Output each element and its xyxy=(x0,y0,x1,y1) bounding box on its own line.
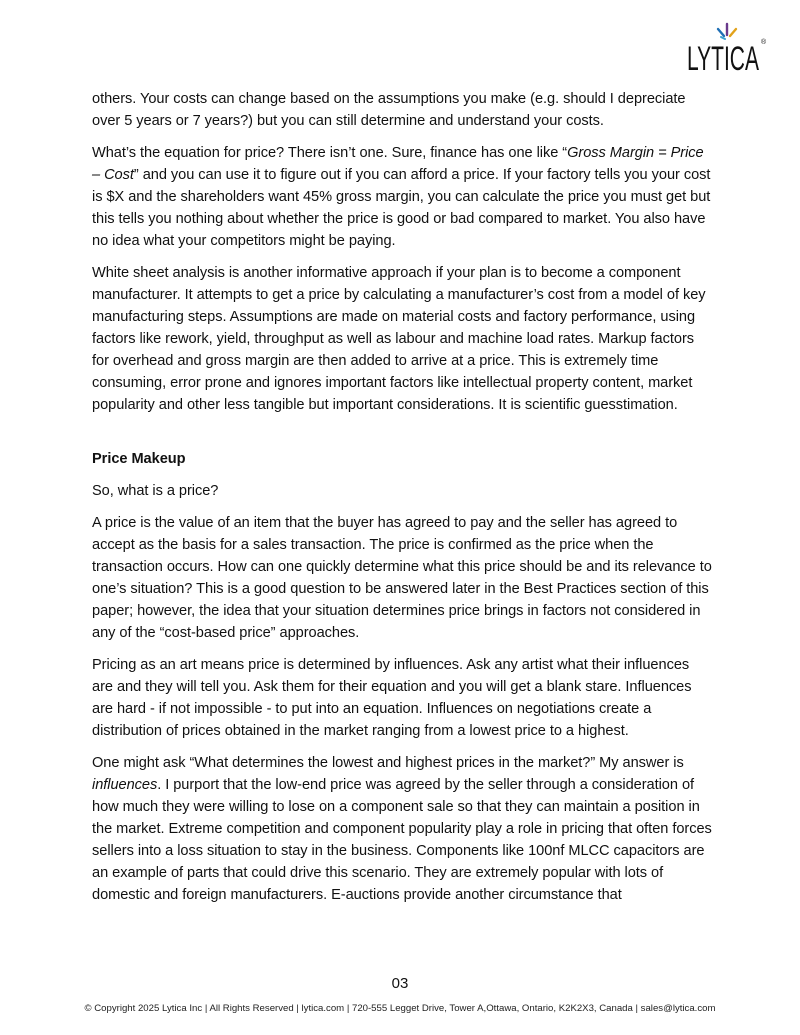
paragraph-lowest-highest-text-2: . I purport that the low-end price was agreed by the seller through a consideration of how much they were willing to lose on a component sale so that they can maintain a position in the market. Extreme competition and component popularity play a role in pricing that often forces sellers into a loss situation to stay in the business. Components like 100nf MLCC capacitors are an example of parts that could drive this scenario. They are extremely popular with lots of domestic and foreign manufacturers. E-auctions provide another circumstance that xyxy=(92,777,712,903)
lytica-logo xyxy=(684,20,770,74)
page-number: 03 xyxy=(391,975,409,992)
registered-mark: ® xyxy=(761,39,767,46)
paragraph-lowest-highest xyxy=(92,752,712,906)
paragraph-what-is-price: So, what is a price? xyxy=(92,483,219,499)
paragraph-lowest-highest-text-1: One might ask “What determines the lowest and highest prices in the market?” My answer is xyxy=(92,755,684,771)
paragraph-costs-assumptions: others. Your costs can change based on the assumptions you make (e.g. should I depreciate over 5 years or 7 years?) but you can still determine and understand your costs. xyxy=(92,91,686,129)
section-heading-price-makeup: Price Makeup xyxy=(92,451,186,467)
paragraph-price-equation-text-1: What’s the equation for price? There isn’t one. Sure, finance has one like “ xyxy=(92,145,568,161)
influences-emphasis: influences xyxy=(92,777,158,793)
logo-wordmark: LYTICA xyxy=(687,40,760,74)
gross-margin-formula: Gross Margin = Price – Cost xyxy=(92,145,704,183)
paragraph-pricing-art: Pricing as an art means price is determined by influences. Ask any artist what their influences are and they will tell you. Ask them for their equation and you will get a blank stare. Influences are hard - if not impossible - to put into an equation. Influences on negotiations create a distribution of prices obtained in the market ranging from a lowest price to a highest. xyxy=(92,657,692,739)
document-body xyxy=(92,88,712,916)
footer-copyright: © Copyright 2025 Lytica Inc | All Rights Reserved | lytica.com | 720-555 Legget Drive, Tower A,Ottawa, Ontario, K2K2X3, Canada | sales@lytica.com xyxy=(84,1003,716,1014)
paragraph-price-definition: A price is the value of an item that the buyer has agreed to pay and the seller has agreed to accept as the basis for a sales transaction. The price is confirmed as the price when the transaction occurs. How can one quickly determine what this price should be and its relevance to one’s situation? This is a good question to be answered later in the Best Practices section of this paper; however, the idea that your situation determines price brings in factors not considered in any of the “cost-based price” approaches. xyxy=(92,515,712,641)
paragraph-white-sheet: White sheet analysis is another informative approach if your plan is to become a component manufacturer. It attempts to get a price by calculating a manufacturer’s cost from a model of key manufacturing steps. Assumptions are made on material costs and factory performance, using factors like rework, yield, throughput as well as labour and machine load rates. Markup factors for overhead and gross margin are then added to arrive at a price. This is extremely time consuming, error prone and ignores important factors like intellectual property content, market popularity and other less tangible but important considerations. It is scientific guesstimation. xyxy=(92,265,706,413)
section-spacer xyxy=(92,416,712,448)
paragraph-price-equation-text-2: ” and you can use it to figure out if you can afford a price. If your factory tells you your cost is $X and the shareholders want 45% gross margin, you can calculate the price you must get but this tells you nothing about whether the price is good or bad compared to market. You also have no idea what your competitors might be paying. xyxy=(92,167,711,249)
paragraph-price-equation xyxy=(92,142,712,252)
